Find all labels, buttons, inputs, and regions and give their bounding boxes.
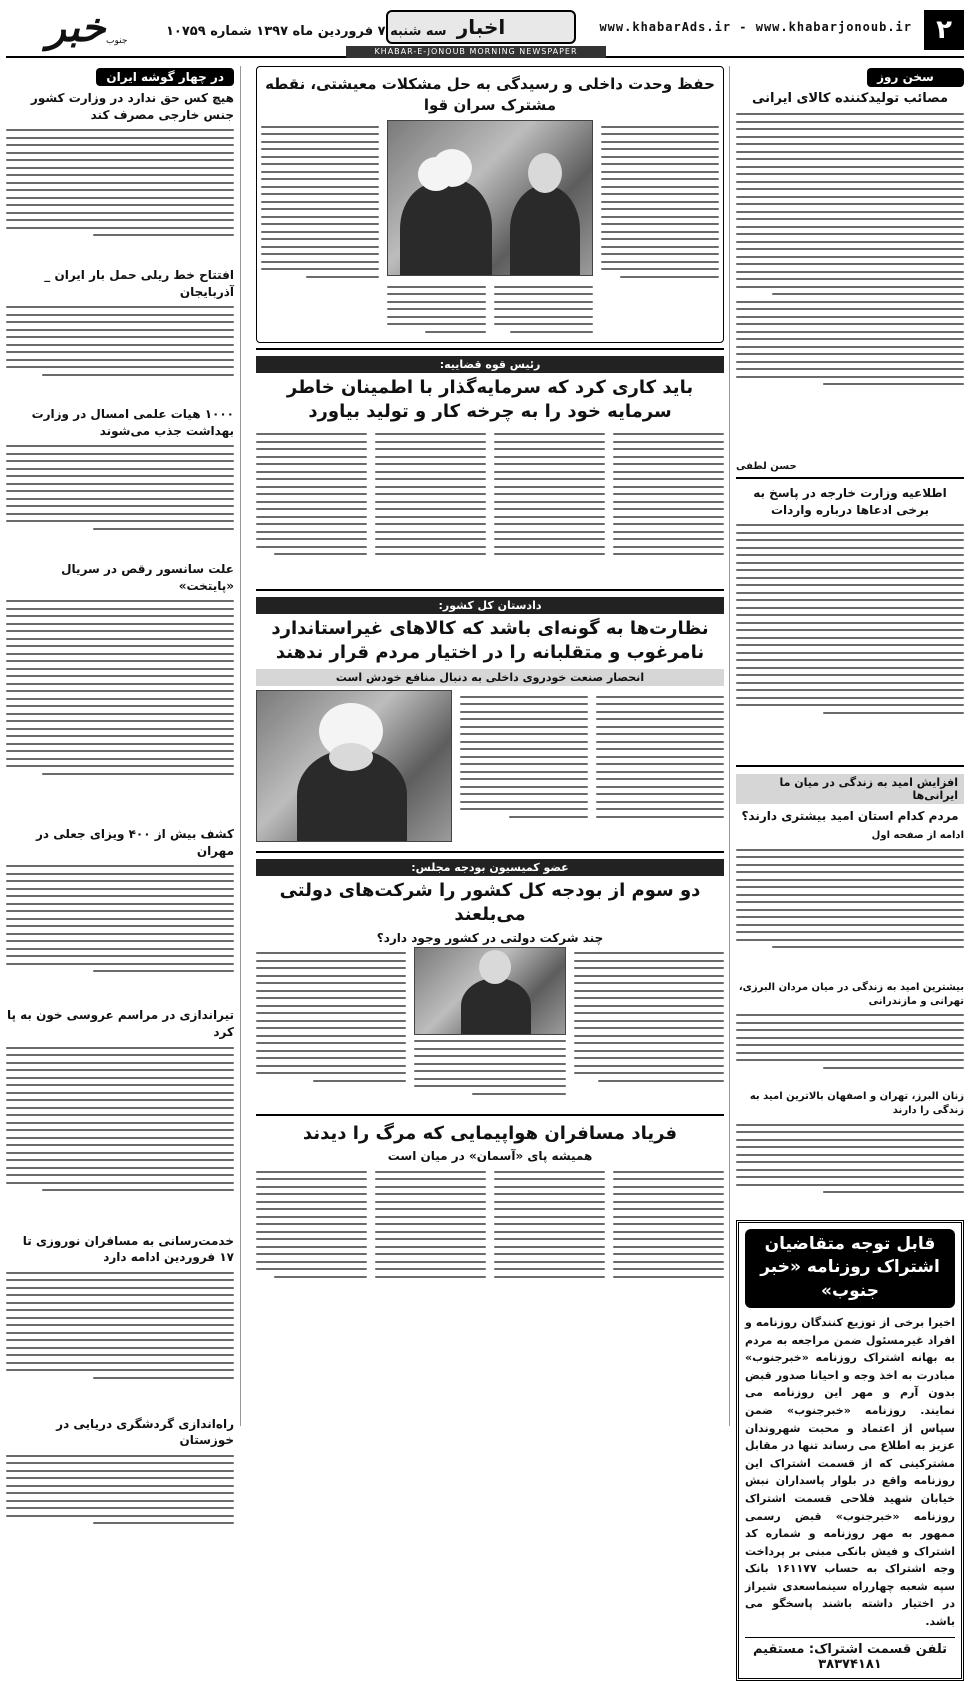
column-divider (240, 66, 241, 1426)
ad-title: قابل توجه متقاضیان اشتراک روزنامه «خبر جنوب» (745, 1229, 955, 1308)
prosecutor-photo (256, 690, 452, 842)
brief-text-7 (6, 1272, 234, 1412)
budget-deck: چند شرکت دولتی در کشور وجود دارد؟ (376, 930, 604, 945)
lead-text-below (387, 280, 593, 338)
brief-title-7: خدمت‌رسانی به مسافران نوروزی تا ۱۷ فروردین ادامه دارد (22, 1233, 234, 1265)
paper-logo-sub: جنوب (106, 36, 128, 46)
brief-title-5: کشف بیش از ۴۰۰ ویزای جعلی در مهران (36, 827, 234, 859)
page-number: ۲ (924, 10, 964, 50)
judiciary-story (256, 348, 724, 584)
left-column (6, 66, 234, 1448)
ad-body: اخیرا برخی از توزیع کنندگان روزنامه و افراد غیرمسئول ضمن مراجعه به مردم به بهانه اشتراک روزنامه «خبرجنوب» مبادرت به اخذ وجه و احیانا صدور قبض بدون آرم و مهر این روزنامه می نمایند. روزنامه «خبرجنوب» ضمن سپاس از اعتماد و محبت شهروندان عزیز به اطلاع می رساند تنها در مقابل مشترکینی که از قسمت اشتراک این روزنامه واقع در بلوار پاسداران نبش خیابان شهید فلاحی قسمت اشتراک روزنامه «خبرجنوب» قبض رسمی ممهور به مهر روزنامه و شماره کد اشتراک و فیش بانکی مبنی بر پرداخت وجه اشتراک به حساب ۱۶۱۱۷۷ بانک سپه شعبه چهارراه سینماسعدی شیراز در اختیار داشته باشند پاسخگو می باشد. (745, 1315, 955, 1629)
prosecutor-kicker: دادستان کل کشور: (256, 597, 724, 614)
four-corners-label: در چهار گوشه ایران (96, 68, 234, 86)
judiciary-title: باید کاری کرد که سرمایه‌گذار با اطمینان خاطر سرمایه خود را به چرخه کار و تولید بیاورد (286, 377, 694, 423)
brief-title-1: هیچ کس حق ندارد در وزارت کشور جنس خارجی مصرف کند (30, 91, 234, 122)
prosecutor-title: نظارت‌ها به گونه‌ای باشد که کالاهای غیراستاندارد نامرغوب و متقلبانه را در اختیار مردم قرار ندهند (271, 617, 709, 663)
brief-text-5 (6, 865, 234, 1003)
ministry-title: اطلاعیه وزارت خارجه در پاسخ به برخی ادعاها درباره واردات (753, 486, 947, 517)
hope-continued: ادامه از صفحه اول (871, 830, 964, 842)
aseman-deck: همیشه پای «آسمان» در میان است (387, 1149, 593, 1164)
budget-photo (414, 947, 566, 1035)
hope-subhead-men: بیشترین امید به زندگی در میان مردان البرزی، تهرانی و مازندرانی (738, 981, 964, 1007)
budget-story (256, 851, 724, 1109)
hope-deck: مردم کدام استان امید بیشتری دارند؟ (741, 809, 959, 824)
prosecutor-text (460, 690, 724, 846)
aseman-text (256, 1165, 724, 1301)
brief-text-6 (6, 1047, 234, 1229)
budget-text-left (256, 947, 406, 1109)
aseman-story (256, 1114, 724, 1301)
ad-phone[interactable]: تلفن قسمت اشتراک: مستقیم ۳۸۳۷۴۱۸۱ (745, 1637, 955, 1672)
date-issue: سه شنبه ۷ فروردین ماه ۱۳۹۷ شماره ۱۰۷۵۹ (166, 24, 447, 39)
brief-text-1 (6, 129, 234, 263)
brief-text-8 (6, 1455, 234, 1543)
brief-text-3 (6, 445, 234, 557)
ministry-text (736, 524, 964, 760)
brief-title-6: تیراندازی در مراسم عروسی خون به پا کرد (6, 1008, 234, 1040)
paper-strap: KHABAR-E-JONOUB MORNING NEWSPAPER (346, 46, 606, 58)
hope-text-3 (736, 1124, 964, 1214)
hope-text-1 (736, 849, 964, 977)
hope-subhead-women: زنان البرز، تهران و اصفهان بالاترین امید به زندگی را دارند (749, 1091, 964, 1117)
editorial-title: مصائب تولیدکننده کالای ایرانی (752, 90, 948, 106)
column-divider (729, 66, 730, 1426)
brief-text-2 (6, 306, 234, 402)
editorial-text (736, 113, 964, 459)
heads-of-branches-photo (387, 120, 593, 276)
aseman-title: فریاد مسافران هواپیمایی که مرگ را دیدند (302, 1122, 678, 1144)
lead-text-left (261, 120, 379, 338)
site-urls[interactable]: www.khabarAds.ir - www.khabarjonoub.ir (599, 20, 912, 34)
judiciary-kicker: رئیس قوه قضاییه: (256, 356, 724, 373)
brief-title-2: افتتاح خط ریلی حمل بار ایران _ آذربایجان (44, 268, 234, 299)
prosecutor-story (256, 589, 724, 847)
editorial-author: حسن لطفی (736, 461, 797, 473)
hope-band: افزایش امید به زندگی در میان ما ایرانی‌ها (736, 774, 964, 804)
hope-text-2 (736, 1014, 964, 1086)
brief-title-8: راه‌اندازی گردشگری دریایی در خوزستان (56, 1416, 234, 1448)
section-label: اخبار (386, 10, 576, 44)
masthead (6, 6, 964, 58)
brief-title-3: ۱۰۰۰ هیات علمی امسال در وزارت بهداشت جذب می‌شوند (31, 407, 234, 438)
brief-text-4 (6, 600, 234, 822)
subscription-ad (736, 1220, 964, 1681)
prosecutor-band: انحصار صنعت خودروی داخلی به دنبال منافع خودش است (256, 669, 724, 686)
budget-text-center (414, 1040, 566, 1095)
judiciary-text (256, 428, 724, 584)
paper-logo: خبر (46, 4, 106, 51)
budget-text-right (574, 947, 724, 1109)
center-column (256, 66, 724, 1426)
lead-text-right (601, 120, 719, 338)
right-column (736, 66, 964, 1672)
pen-icon (938, 71, 954, 85)
editorial-label: سخن روز (867, 68, 964, 87)
budget-kicker: عضو کمیسیون بودجه مجلس: (256, 859, 724, 876)
brief-title-4: علت سانسور رقص در سریال «پایتخت» (61, 562, 234, 594)
lead-story (256, 66, 724, 343)
budget-title: دو سوم از بودجه کل کشور را شرکت‌های دولتی می‌بلعند (279, 880, 701, 926)
lead-title: حفظ وحدت داخلی و رسیدگی به حل مشکلات معیشتی، نقطه مشترک سران قوا (265, 75, 715, 114)
